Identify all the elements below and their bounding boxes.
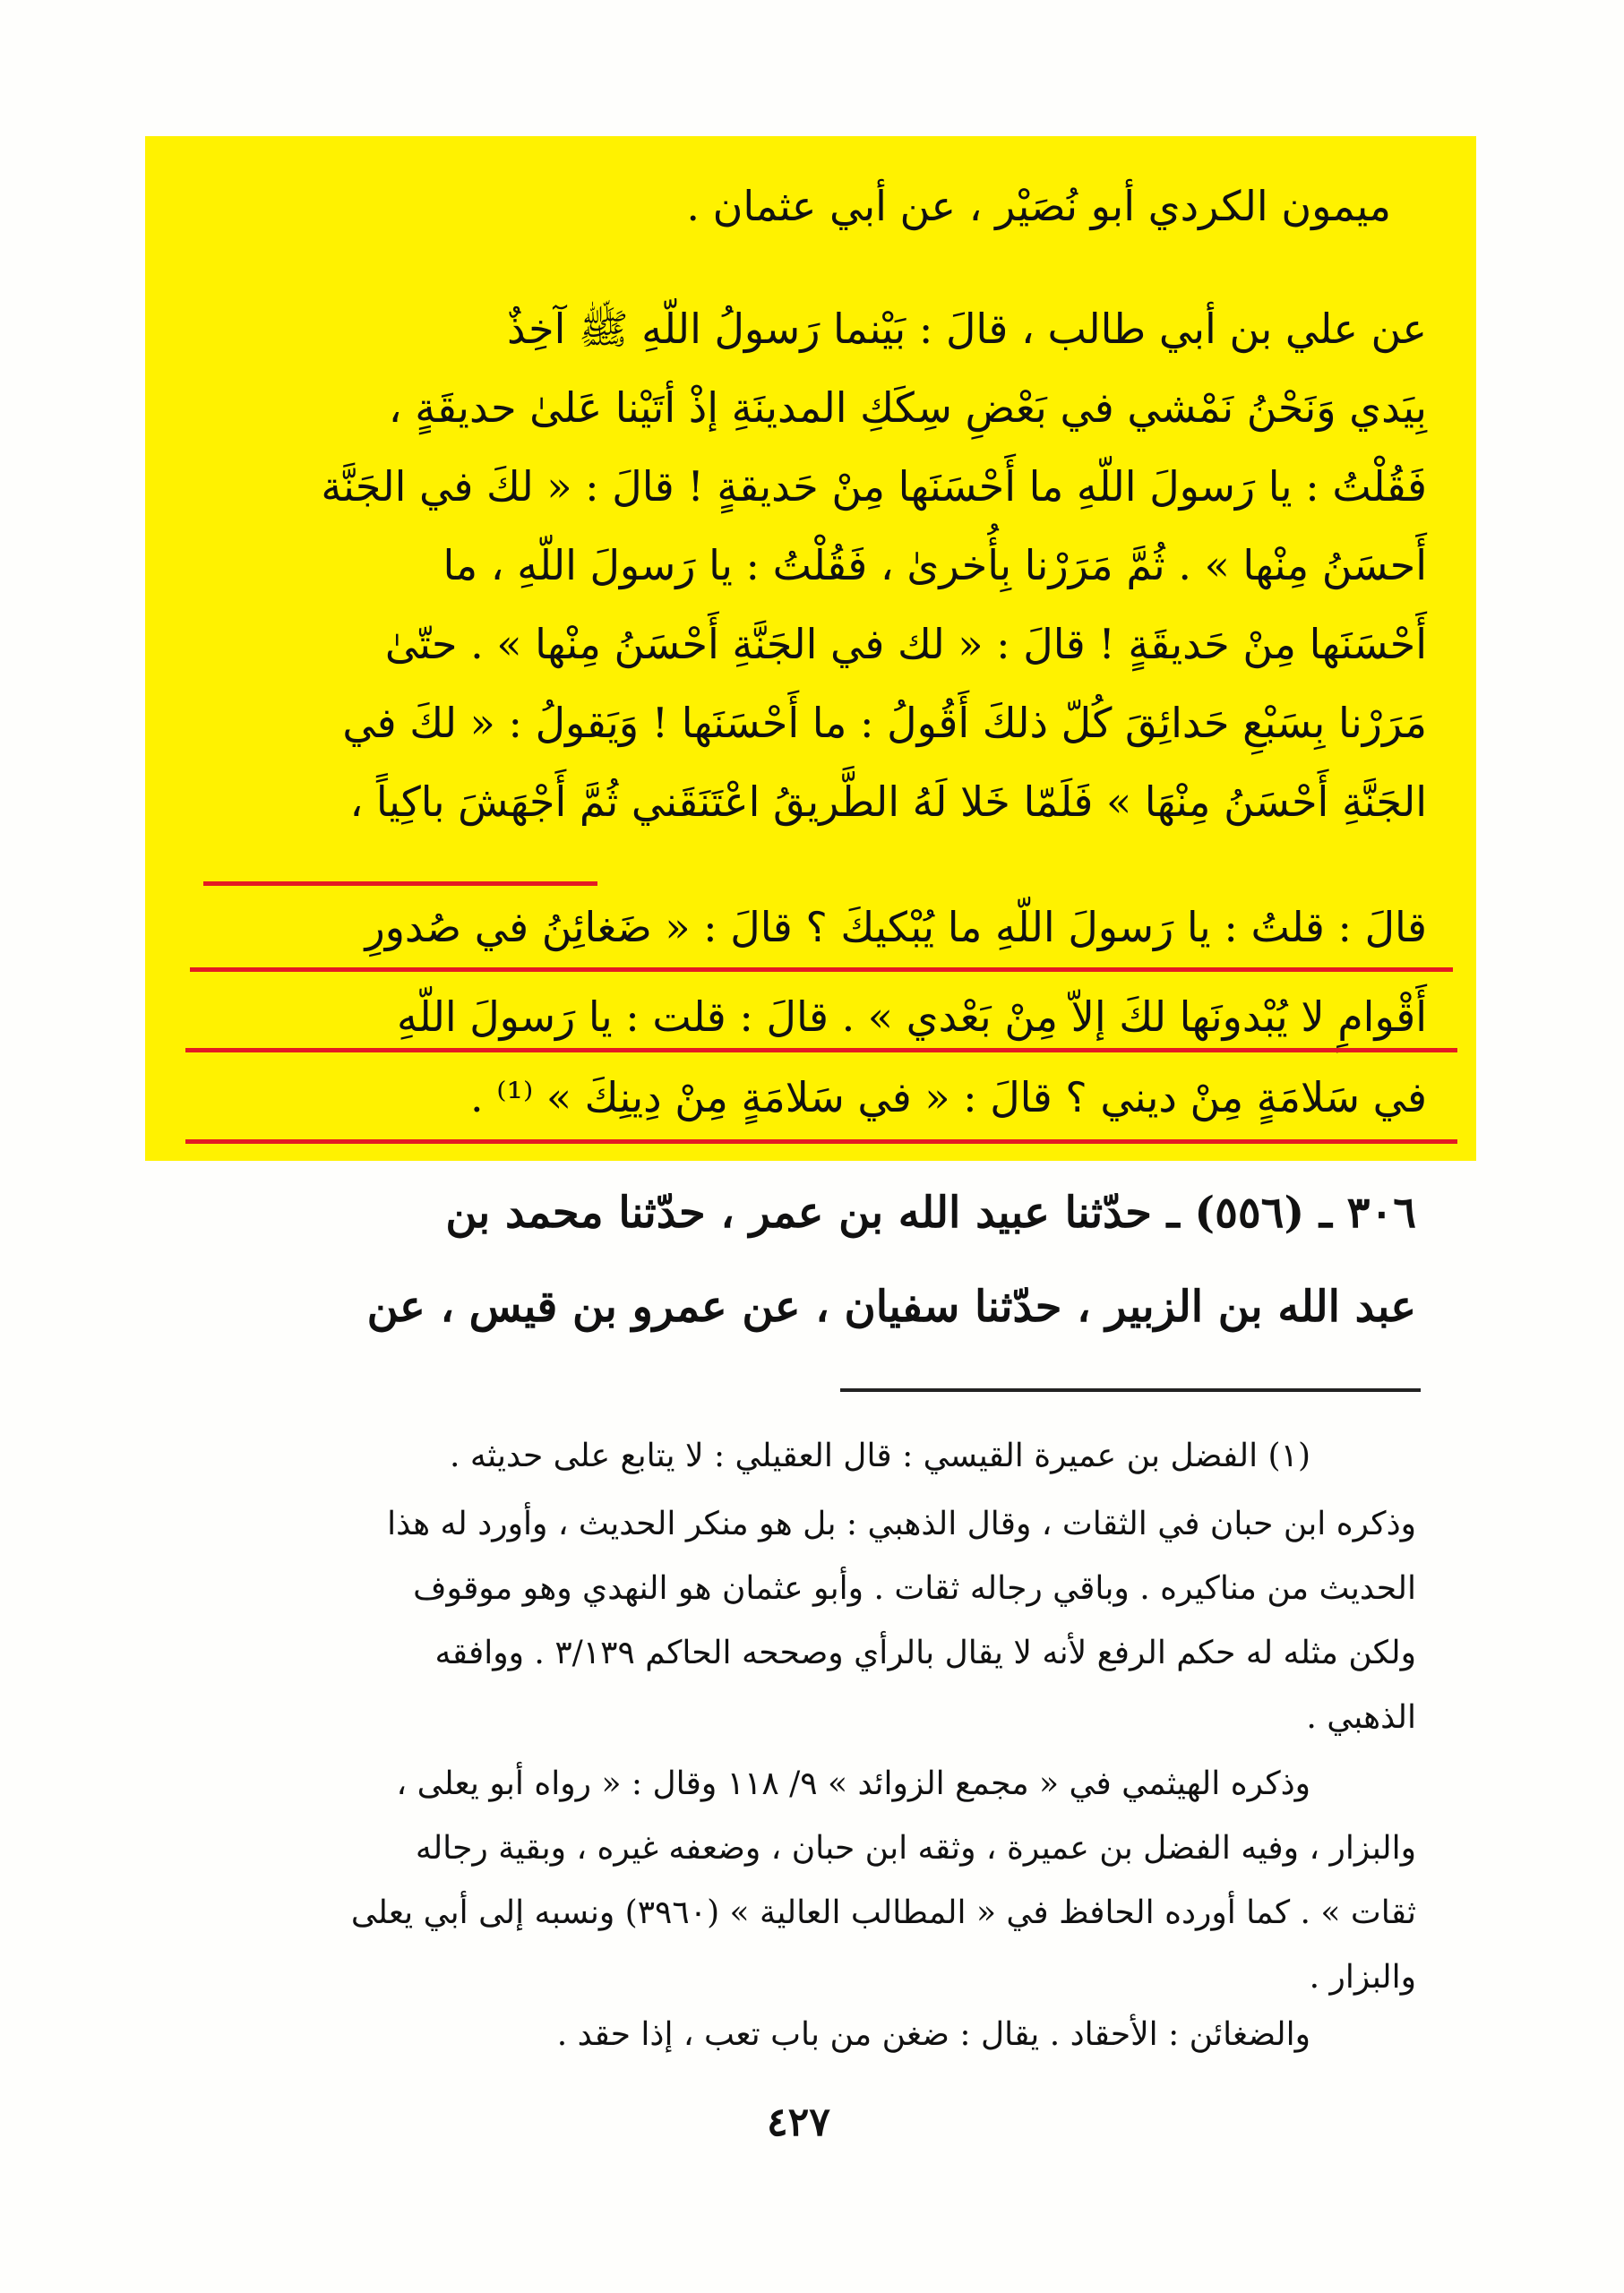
- main-line: عبد الله بن الزبير ، حدّثنا سفيان ، عن عمرو بن قيس ، عن: [366, 1282, 1416, 1332]
- footnote-line: وذكره الهيثمي في « مجمع الزوائد » ٩/ ١١٨ وقال : « رواه أبو يعلى ،: [396, 1765, 1310, 1802]
- footnote-separator: [840, 1388, 1421, 1392]
- hadith-line: في سَلامَةٍ مِنْ ديني ؟ قالَ : « في سَلامَةٍ مِنْ دِينِكَ » ⁽¹⁾ .: [469, 1073, 1427, 1121]
- hadith-line: أَحسَنُ مِنْها » . ثُمَّ مَرَرْنا بِأُخرىٰ ، فَقُلْتُ : يا رَسولَ اللّهِ ، ما: [443, 541, 1427, 589]
- footnote-line: ولكن مثله له حكم الرفع لأنه لا يقال بالرأي وصححه الحاكم ٣/١٣٩ . ووافقه: [434, 1635, 1416, 1671]
- hadith-line: فَقُلْتُ : يا رَسولَ اللّهِ ما أَحْسَنَها مِنْ حَديقةٍ ! قالَ : « لكَ في الجَنَّة: [321, 462, 1427, 511]
- hadith-line: مَرَرْنا بِسَبْعِ حَدائِقَ كُلّ ذلكَ أَقُولُ : ما أَحْسَنَها ! وَيَقولُ : « لكَ في: [342, 699, 1427, 747]
- footnote-line: الذهبي .: [1306, 1699, 1416, 1736]
- hadith-line: بِيَدي وَنَحْنُ نَمْشي في بَعْضِ سِكَكِ المدينَةِ إذْ أتَيْنا عَلىٰ حديقَةٍ ،: [388, 383, 1427, 432]
- hadith-line: عن علي بن أبي طالب ، قالَ : بَيْنما رَسولُ اللّهِ ﷺ آخِذٌ: [506, 305, 1427, 353]
- footnote-line: والضغائن : الأحقاد . يقال : ضغن من باب تعب ، إذا حقد .: [556, 2016, 1310, 2053]
- main-line: ٣٠٦ ـ (٥٥٦) ـ حدّثنا عبيد الله بن عمر ، حدّثنا محمد بن: [445, 1188, 1416, 1238]
- red-underline: [190, 967, 1453, 972]
- red-underline: [185, 1048, 1457, 1052]
- footnote-line: والبزار .: [1309, 1959, 1416, 1996]
- red-underline: [185, 1139, 1457, 1144]
- hadith-line: أَقْوامٍ لا يُبْدونَها لكَ إلاّ مِنْ بَعْدي » . قالَ : قلت : يا رَسولَ اللّهِ: [396, 992, 1427, 1041]
- footnote-line: والبزار ، وفيه الفضل بن عميرة ، وثقه ابن حبان ، وضعفه غيره ، وبقية رجاله: [415, 1830, 1416, 1867]
- footnote-line: الحديث من مناكيره . وباقي رجاله ثقات . وأبو عثمان هو النهدي وهو موقوف: [413, 1570, 1416, 1607]
- hadith-line: ميمون الكردي أبو نُصَيْر ، عن أبي عثمان .: [686, 182, 1391, 230]
- footnote-line: ثقات » . كما أورده الحافظ في « المطالب العالية » (٣٩٦٠) ونسبه إلى أبي يعلى: [350, 1894, 1416, 1931]
- footnote-line: وذكره ابن حبان في الثقات ، وقال الذهبي : بل هو منكر الحديث ، وأورد له هذا: [387, 1506, 1416, 1542]
- hadith-line: الجَنَّةِ أَحْسَنُ مِنْهَا » فَلَمّا خَلا لَهُ الطَّريقُ اعْتَنَقَني ثُمَّ أَجْهَشَ باكِياً ،: [349, 777, 1427, 826]
- red-underline: [203, 881, 597, 886]
- footnote-line: (١) الفضل بن عميرة القيسي : قال العقيلي : لا يتابع على حديثه .: [449, 1438, 1310, 1474]
- highlighted-hadith-block: [145, 136, 1476, 1161]
- hadith-line: قالَ : قلتُ : يا رَسولَ اللّهِ ما يُبْكيكَ ؟ قالَ : « ضَغائِنُ في صُدورِ: [365, 903, 1427, 951]
- hadith-line: أَحْسَنَها مِنْ حَديقَةٍ ! قالَ : « لك في الجَنَّةِ أَحْسَنُ مِنْها » . حتّىٰ: [384, 620, 1427, 668]
- page-number: ٤٢٧: [767, 2100, 830, 2145]
